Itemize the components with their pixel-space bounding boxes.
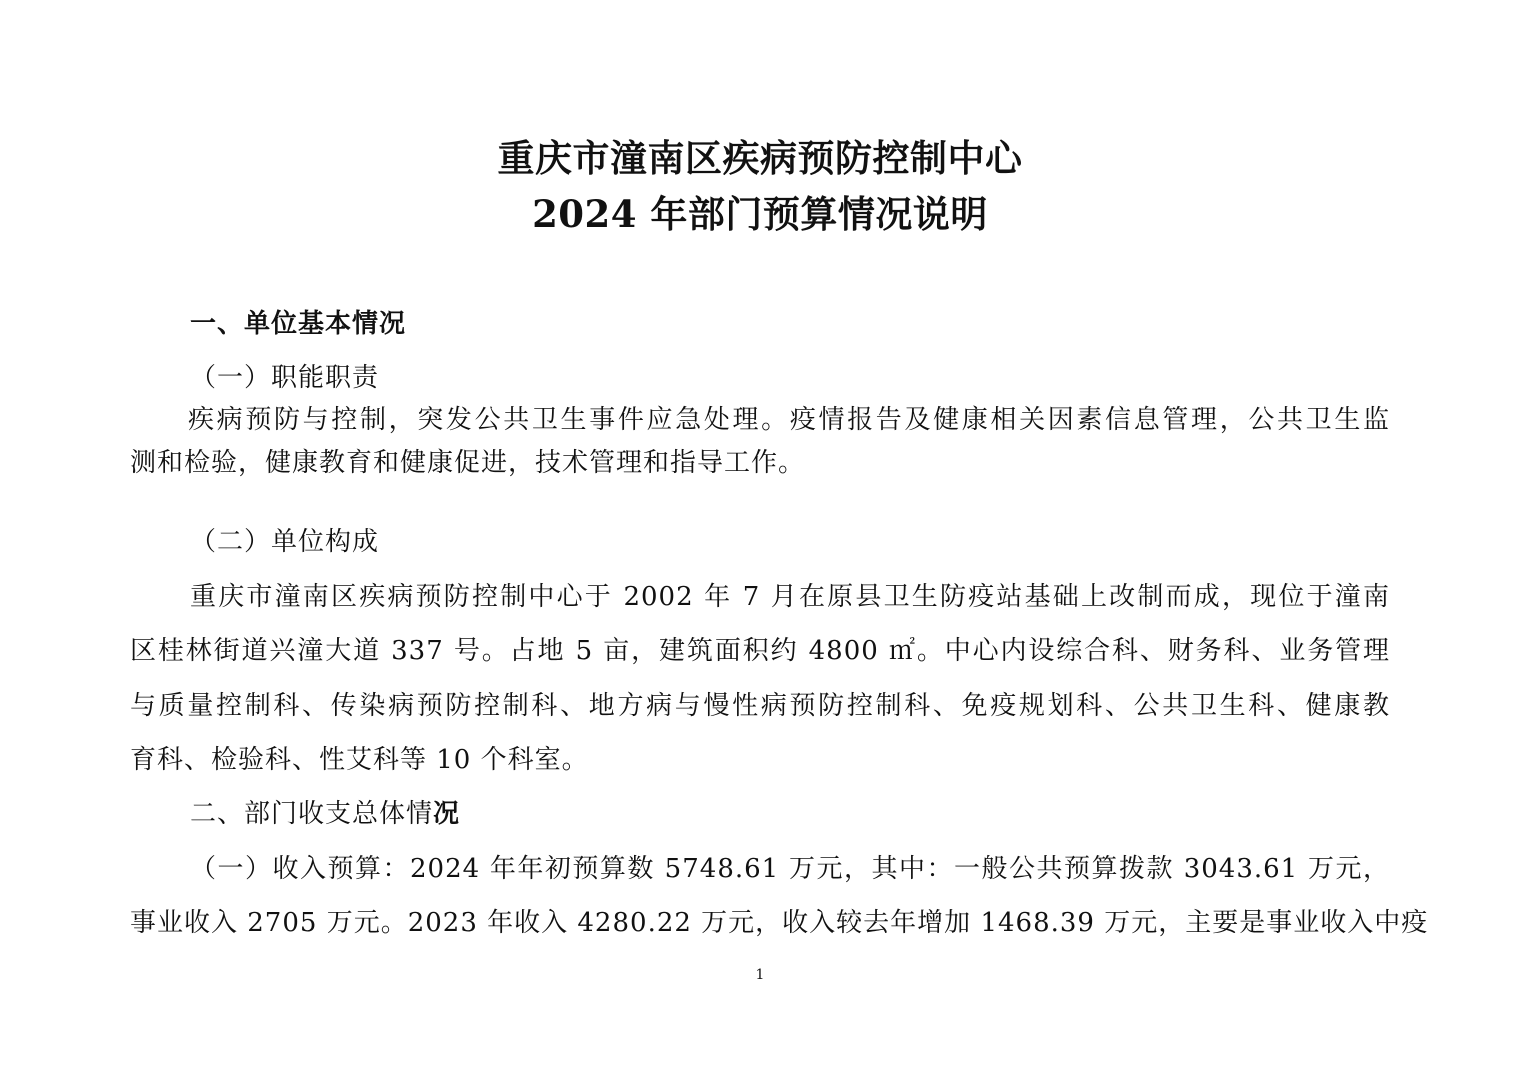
income-line2: 事业收入 2705 万元。2023 年收入 4280.22 万元，收入较去年增加 1468.39 万元，主要是事业收入中疫 xyxy=(130,908,1429,938)
income-line1-text: 2024 年年初预算数 5748.61 万元，其中：一般公共预算拨款 3043.61 万元， xyxy=(410,854,1390,884)
sub1-paragraph-line1: 疾病预防与控制，突发公共卫生事件应急处理。疫情报告及健康相关因素信息管理，公共卫生监 xyxy=(188,405,1390,435)
section2-heading-text: 二、部门收支总体情 xyxy=(190,799,434,829)
sub2-paragraph-line1: 重庆市潼南区疾病预防控制中心于 2002 年 7 月在原县卫生防疫站基础上改制而成，现位于潼南 xyxy=(190,582,1390,612)
document-title-line1: 重庆市潼南区疾病预防控制中心 xyxy=(497,136,1023,180)
sub2-paragraph-line2: 区桂林街道兴潼大道 337 号。占地 5 亩，建筑面积约 4800 ㎡。中心内设综合科、财务科、业务管理 xyxy=(130,636,1390,666)
page-number: 1 xyxy=(755,967,765,983)
sub1-paragraph-line2: 测和检验，健康教育和健康促进，技术管理和指导工作。 xyxy=(130,448,806,478)
income-line1 xyxy=(190,852,1390,886)
section1-heading: 一、单位基本情况 xyxy=(190,309,407,339)
document-title-line2: 2024 年部门预算情况说明 xyxy=(532,192,988,236)
section2-heading xyxy=(190,797,460,831)
sub2-heading: （二）单位构成 xyxy=(190,527,380,557)
sub2-paragraph-line3: 与质量控制科、传染病预防控制科、地方病与慢性病预防控制科、免疫规划科、公共卫生科、健康教 xyxy=(130,691,1390,721)
sub2-paragraph-line4: 育科、检验科、性艾科等 10 个科室。 xyxy=(130,745,589,775)
sub1-heading: （一）职能职责 xyxy=(190,363,380,393)
income-heading: （一）收入预算： xyxy=(190,854,410,884)
section2-heading-emphasis: 况 xyxy=(433,799,461,829)
